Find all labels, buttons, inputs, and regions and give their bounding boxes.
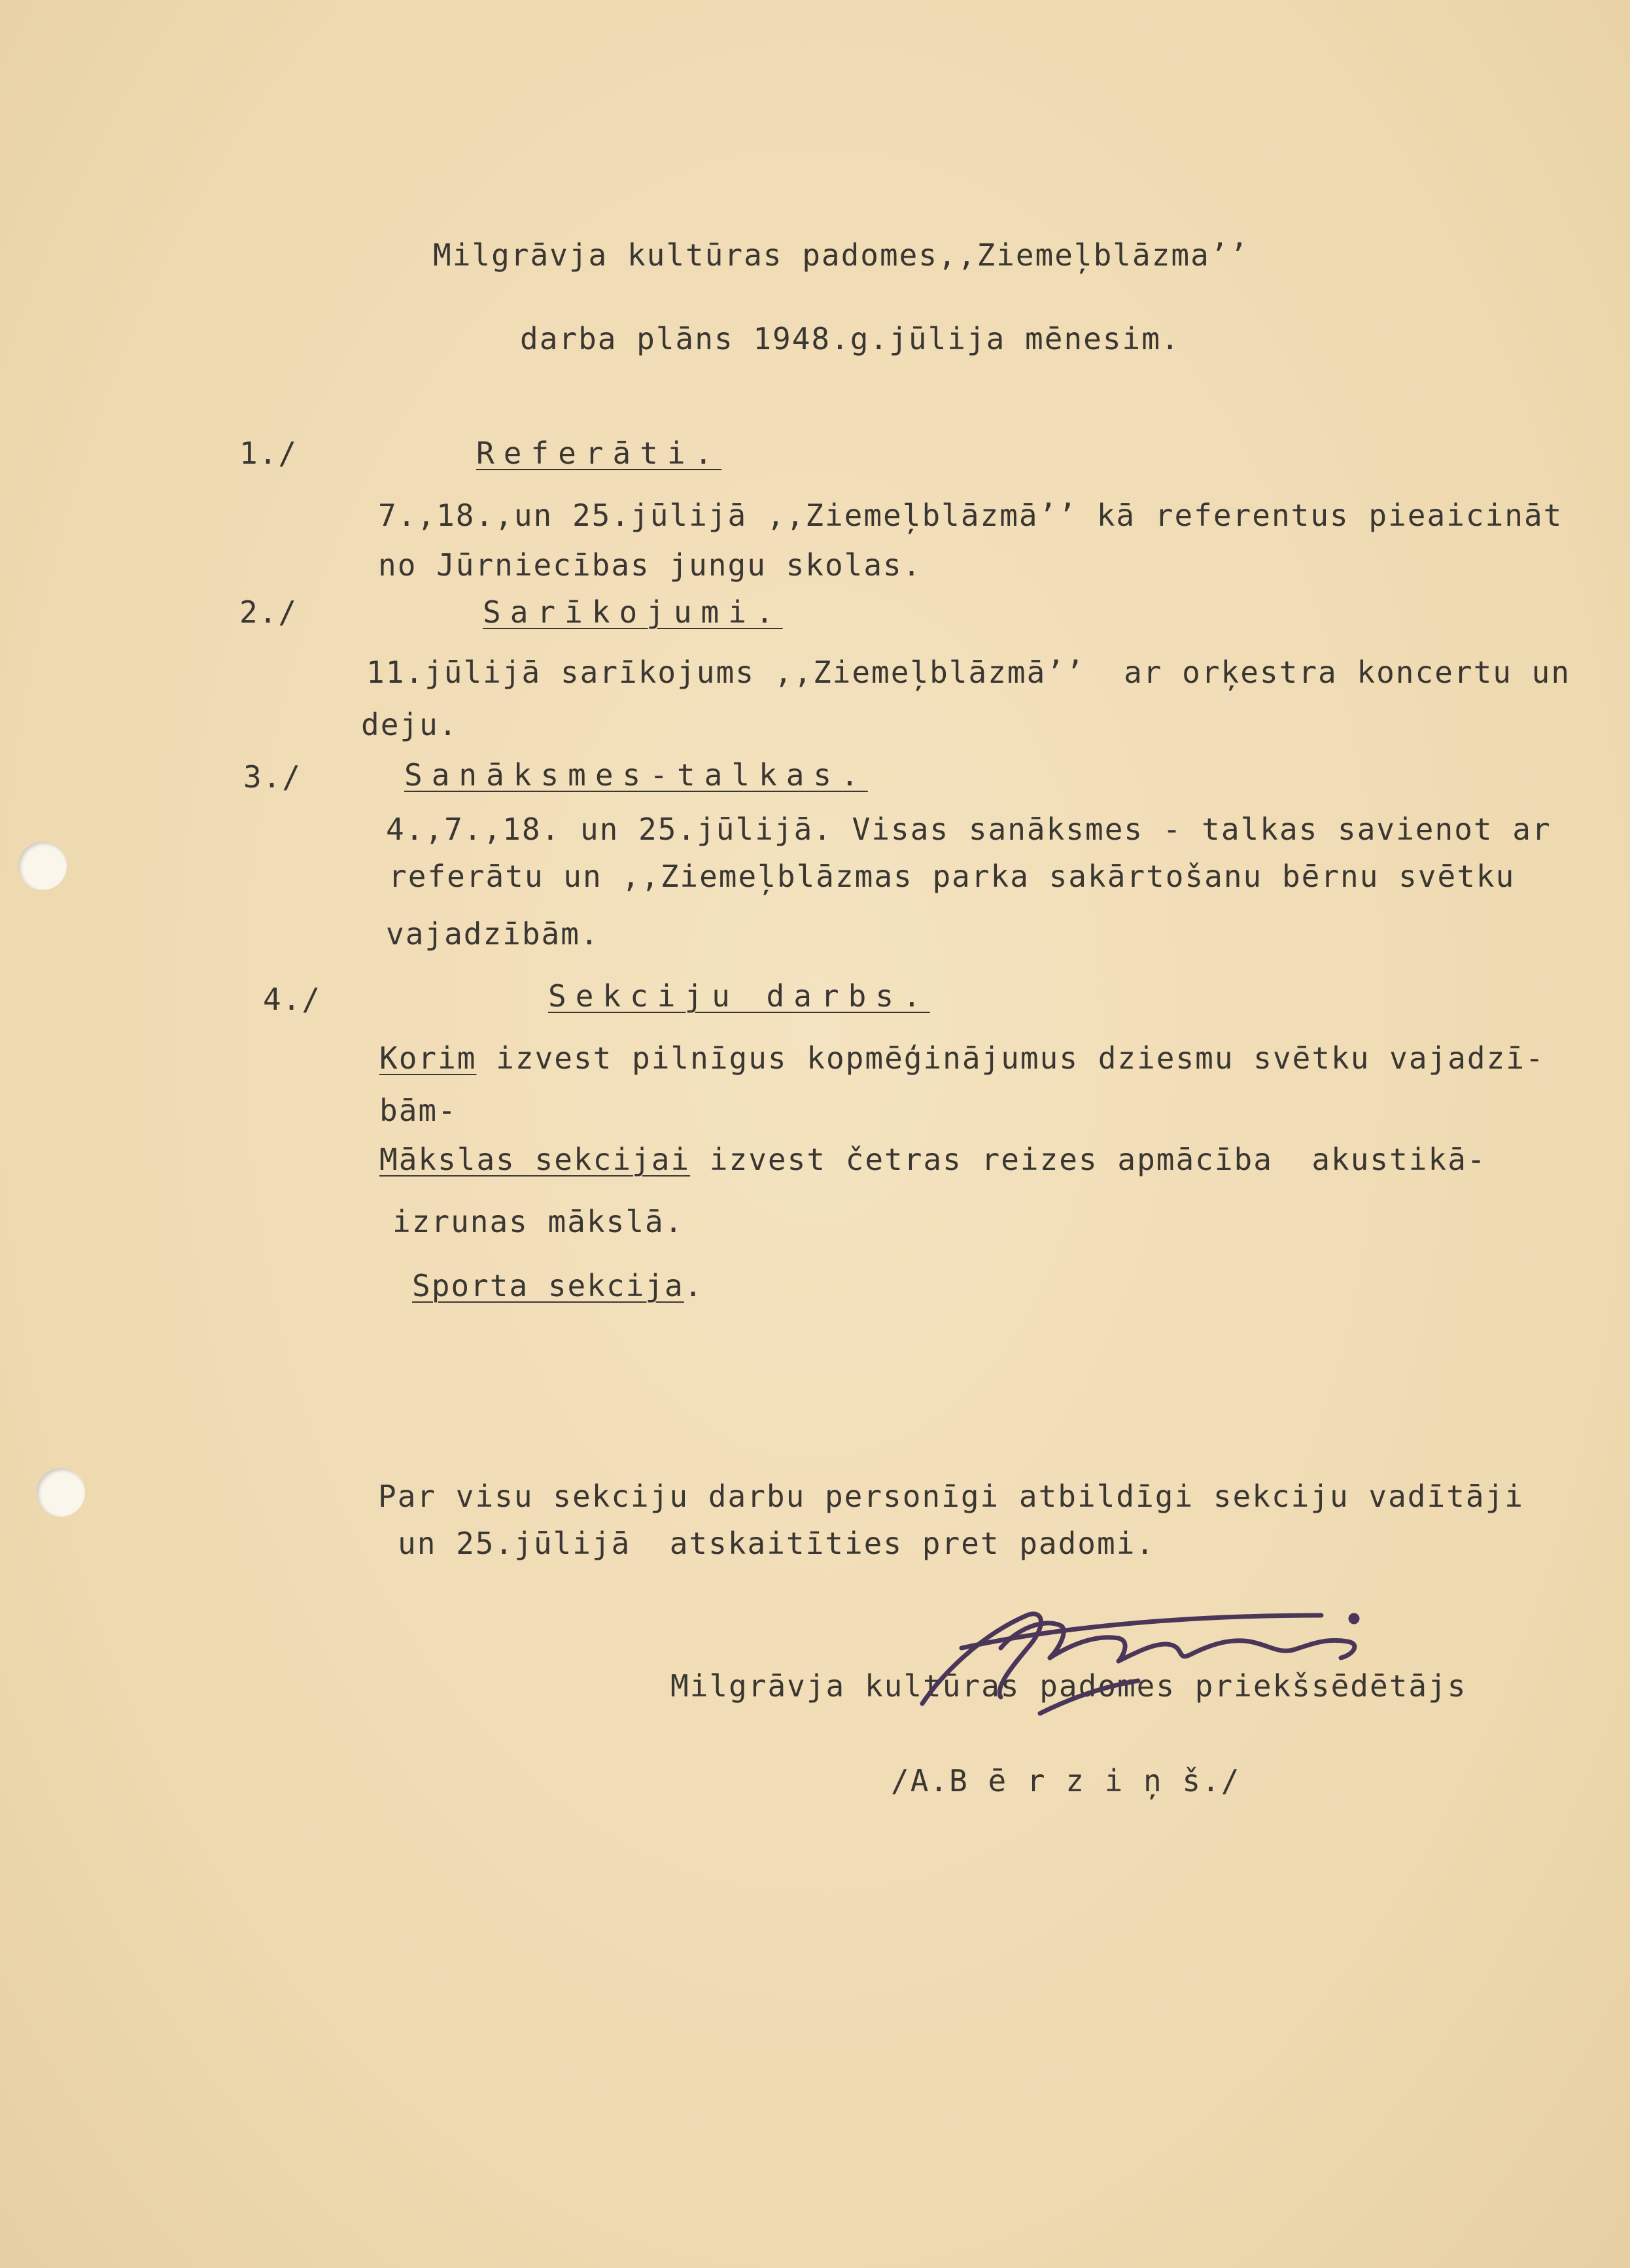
punch-hole-top [18,842,67,890]
closing-line2: un 25.jūlijā atskaitīties pret padomi. [398,1526,1156,1561]
section-1-line1: 7.,18.,un 25.jūlijā ‚‚Ziemeļblāzmā’’ kā referentus pieaicināt [378,498,1563,533]
section-4-item-choir [379,1040,1545,1076]
section-4-item-art [379,1141,1487,1178]
section-4-number: 4./ [263,982,322,1017]
section-3-title: Sanāksmes-talkas. [404,757,868,793]
section-4-item-sport-text: . [684,1268,704,1303]
section-4-item-art-text: izvest četras reizes apmācība akustikā- [690,1142,1487,1177]
section-3-line1: 4.,7.,18. un 25.jūlijā. Visas sanāksmes - talkas savienot ar [386,812,1552,847]
section-4-title: Sekciju darbs. [548,978,930,1014]
signatory-name: /A.B ē r z i ņ š./ [891,1763,1241,1798]
document-title-line1: Milgrāvja kultūras padomes‚‚Ziemeļblāzma’’ [433,237,1249,273]
section-3-line3: vajadzībām. [386,916,600,952]
section-1-line2: no Jūrniecības jungu skolas. [378,547,922,583]
section-4-item-choir-label: Korim [379,1040,477,1076]
section-4-item-sport-label: Sporta sekcija [412,1268,684,1303]
section-3-line2: referātu un ‚‚Ziemeļblāzmas parka sakārtošanu bērnu svētku [389,859,1516,894]
section-2-number: 2./ [239,594,298,630]
closing-line1: Par visu sekciju darbu personīgi atbildīgi sekciju vadītāji [378,1479,1524,1514]
section-4-item-choir-text: izvest pilnīgus kopmēģinājumus dziesmu svētku vajadzī- [476,1040,1545,1076]
section-4-item-choir-cont: bām- [379,1093,457,1128]
section-2-line1: 11.jūlijā sarīkojums ‚‚Ziemeļblāzmā’’ ar orķestra koncertu un [366,655,1571,690]
handwritten-signature [903,1589,1413,1720]
section-4-item-art-cont: izrunas mākslā. [392,1204,684,1239]
signatory-title: Milgrāvja kultūras padomes priekšsēdētājs [670,1668,1467,1704]
punch-hole-bottom [37,1468,85,1517]
section-3-number: 3./ [243,759,302,795]
section-4-item-sport [412,1267,703,1304]
section-4-item-art-label: Mākslas sekcijai [379,1142,691,1177]
section-2-title: Sarīkojumi. [483,594,783,630]
document-title-line2: darba plāns 1948.g.jūlija mēnesim. [520,321,1181,356]
section-1-number: 1./ [239,436,298,471]
section-2-line2: deju. [361,707,459,742]
section-1-title: Referāti. [476,436,722,471]
